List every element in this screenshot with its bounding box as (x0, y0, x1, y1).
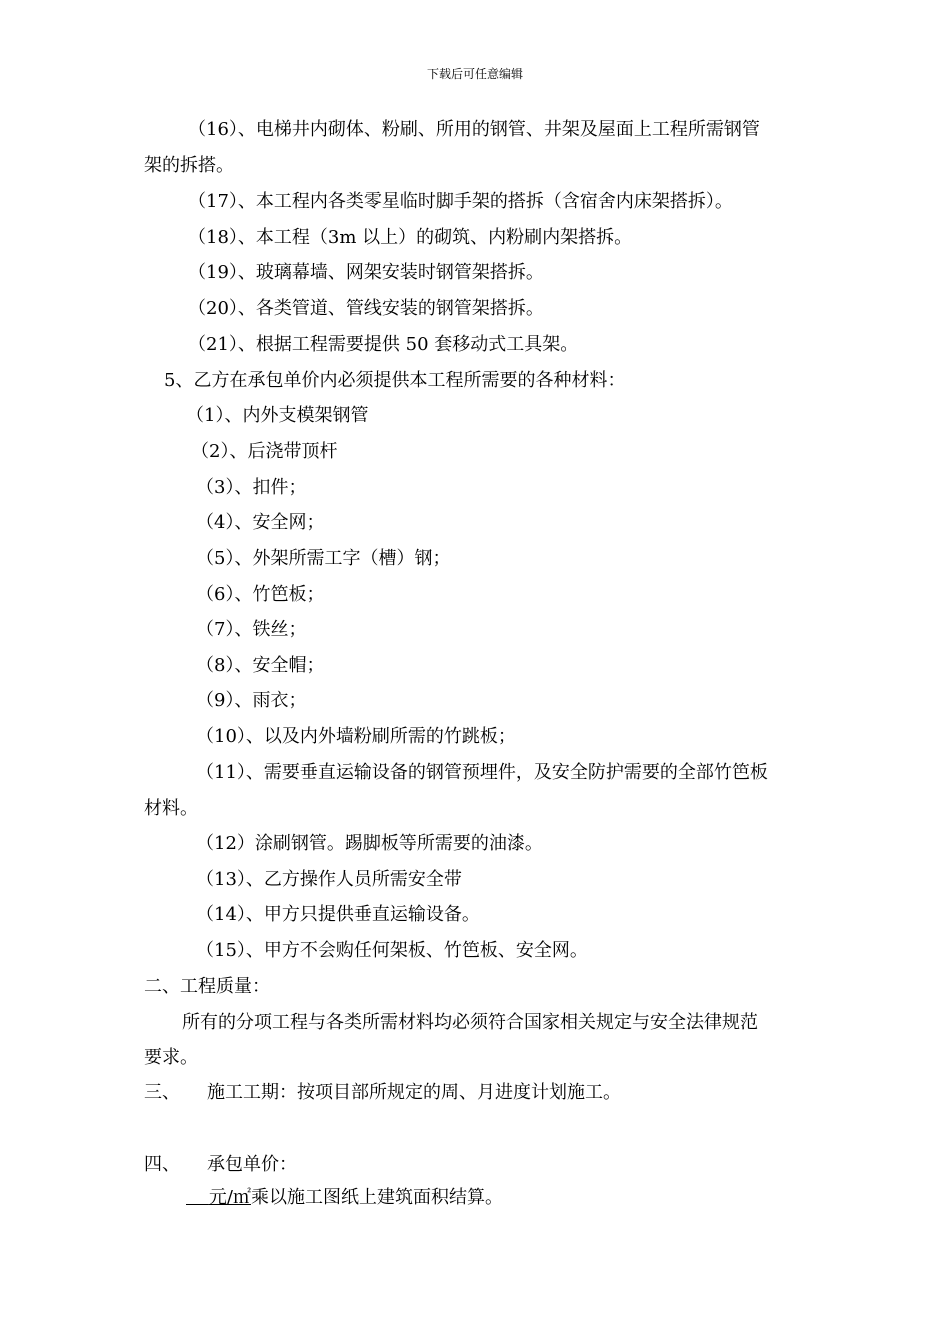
text-line-material-15: （15）、甲方不会购任何架板、竹笆板、安全网。 (196, 940, 588, 961)
text-line-material-11a: （11）、需要垂直运输设备的钢管预埋件，及安全防护需要的全部竹笆板 (196, 762, 768, 783)
text-line-material-10: （10）、以及内外墙粉刷所需的竹跳板； (196, 726, 516, 747)
text-line-material-1: （1）、内外支模架钢管 (186, 405, 369, 426)
text-line-material-7: （7）、铁丝； (196, 619, 307, 640)
text-line-item-18: （18）、本工程（3m 以上）的砌筑、内粉刷内架搭拆。 (188, 227, 633, 248)
text-line-material-2: （2）、后浇带顶杆 (191, 441, 338, 462)
text-line-material-3: （3）、扣件； (196, 477, 307, 498)
text-line-item-21: （21）、根据工程需要提供 50 套移动式工具架。 (188, 334, 579, 355)
text-line-item-20: （20）、各类管道、管线安装的钢管架搭拆。 (188, 298, 544, 319)
text-line-item-17: （17）、本工程内各类零星临时脚手架的搭拆（含宿舍内床架搭拆）。 (188, 191, 733, 212)
price-rest: 乘以施工图纸上建筑面积结算。 (250, 1187, 503, 1208)
text-line-section-5: 5、乙方在承包单价内必须提供本工程所需要的各种材料： (164, 370, 626, 391)
text-line-material-4: （4）、安全网； (196, 512, 325, 533)
text-line-material-6: （6）、竹笆板； (196, 584, 325, 605)
text-line-item-16b: 架的拆搭。 (144, 155, 234, 176)
price-line (186, 1186, 503, 1210)
text-line-material-8: （8）、安全帽； (196, 655, 325, 676)
text-line-material-9: （9）、雨衣； (196, 690, 307, 711)
text-line-item-19: （19）、玻璃幕墙、网架安装时钢管架搭拆。 (188, 262, 544, 283)
text-line-quality-a: 所有的分项工程与各类所需材料均必须符合国家相关规定与安全法律规范 (182, 1012, 758, 1033)
text-line-material-12: （12）涂刷钢管。踢脚板等所需要的油漆。 (196, 833, 543, 854)
section-heading-schedule: 三、 施工工期：按项目部所规定的周、月进度计划施工。 (144, 1082, 621, 1103)
page-header: 下载后可任意编辑 (426, 67, 523, 81)
text-line-item-16a: （16）、电梯井内砌体、粉刷、所用的钢管、井架及屋面上工程所需钢管 (188, 119, 760, 140)
price-blank (186, 1187, 209, 1208)
price-unit: 元/㎡ (208, 1187, 251, 1208)
text-line-material-14: （14）、甲方只提供垂直运输设备。 (196, 904, 480, 925)
text-line-material-13: （13）、乙方操作人员所需安全带 (196, 869, 462, 890)
section-heading-quality: 二、工程质量： (144, 976, 270, 997)
text-line-quality-b: 要求。 (144, 1047, 198, 1068)
section-heading-unit-price: 四、 承包单价： (144, 1154, 297, 1175)
text-line-material-11b: 材料。 (144, 798, 198, 819)
text-line-material-5: （5）、外架所需工字（槽）钢； (196, 548, 451, 569)
